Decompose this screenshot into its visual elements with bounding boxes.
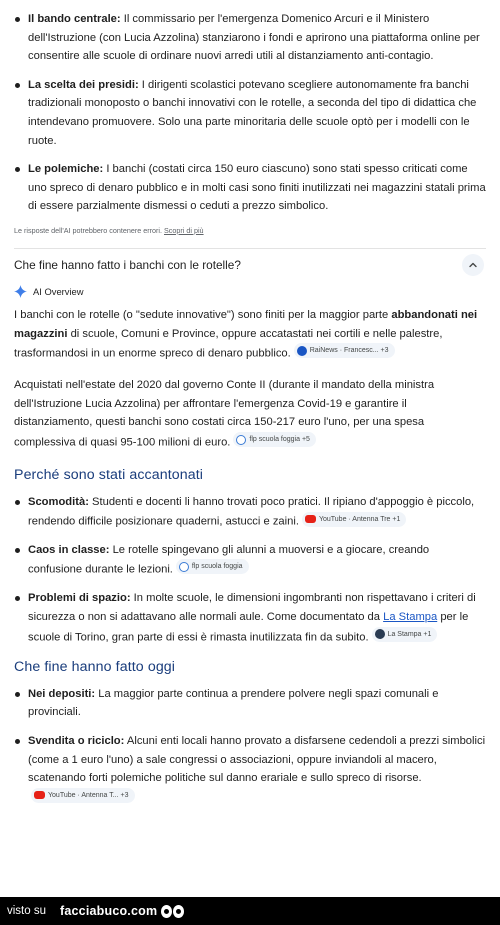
bullet-text: In molte scuole, le dimensioni ingombranti non rispettavano i criteri di sicurezza o non si adattavano alle normali aule. Come documentato da	[28, 592, 476, 624]
source-chip[interactable]	[302, 512, 406, 527]
bullet-text: La maggior parte continua a prendere polvere negli spazi comunali e provinciali.	[28, 687, 439, 719]
list-item	[14, 10, 486, 66]
disclaimer-text: Le risposte dell'AI potrebbero contenere errori.	[14, 225, 164, 235]
bullet-text: Il commissario per l'emergenza Domenico Arcuri e il Ministero dell'Istruzione (con Lucia Azzolina) stanziarono i fondi e aprirono una piattaforma online per consentire alle scuole di ordinare nuovi arredi utili al distanziamento anti-contagio.	[28, 13, 480, 63]
source-chip[interactable]	[233, 432, 316, 447]
para-text: Acquistati nell'estate del 2020 dal governo Conte II (durante il mandato della ministra dell'Istruzione Lucia Azzolina) per affrontare l'emergenza Covid-19 e garantire il distanziamento, questi banchi sono costati circa 150-217 euro l'uno, per una spesa complessiva di quasi 95-100 milioni di euro.	[14, 379, 435, 449]
list-item	[14, 589, 486, 646]
bullet-text: Le rotelle spingevano gli alunni a muoversi e a giocare, creando confusione durante le lezioni.	[28, 543, 430, 576]
bullet-title: Nei depositi:	[28, 687, 96, 700]
rainews-icon	[297, 346, 307, 356]
source-chip[interactable]	[176, 559, 249, 574]
bullet-text: Studenti e docenti li hanno trovati poco pratici. Il ripiano d'appoggio è piccolo, rendendo difficile posizionare quaderni, astucci e zaini.	[28, 496, 475, 528]
bullet-text: per le scuole di Torino, gran parte di essi è rimasta inutilizzata fin da subito.	[28, 611, 469, 644]
overview-paragraph	[14, 306, 486, 363]
source-chip[interactable]	[372, 627, 438, 642]
la-stampa-link[interactable]: La Stampa	[383, 611, 438, 624]
overview-paragraph	[14, 376, 486, 452]
bullet-title: Svendita o riciclo:	[28, 734, 125, 747]
youtube-icon	[305, 515, 316, 523]
section-heading: Che fine hanno fatto oggi	[14, 658, 176, 675]
list-item	[14, 732, 486, 807]
bullet-title: Problemi di spazio:	[28, 592, 131, 605]
bullet-title: Le polemiche:	[28, 163, 104, 176]
source-chip[interactable]	[31, 788, 135, 803]
list-item	[14, 160, 486, 216]
top-bullet-list	[14, 0, 486, 216]
list-item	[14, 541, 486, 580]
collapse-button[interactable]	[462, 254, 484, 276]
chevron-up-icon	[468, 260, 478, 270]
reasons-list	[14, 493, 486, 647]
bullet-title: Scomodità:	[28, 496, 89, 509]
chip-label: La Stampa +1	[387, 630, 432, 638]
para-bold: abbandonati nei magazzini	[14, 308, 478, 340]
eyes-logo-icon	[161, 905, 184, 918]
chip-label: flp scuola foggia	[191, 563, 243, 571]
chip-label: RaiNews · Francesc... +3	[309, 347, 389, 355]
la-stampa-icon	[375, 629, 385, 639]
footer-visto-text: visto su	[7, 905, 46, 917]
chip-label: YouTube · Antenna Tre +1	[318, 515, 401, 523]
bullet-title: Caos in classe:	[28, 543, 110, 556]
source-chip[interactable]	[294, 343, 395, 358]
watermark-footer	[0, 897, 500, 925]
ai-disclaimer	[14, 226, 486, 249]
bullet-text: I banchi (costati circa 150 euro ciascuno) sono stati spesso criticati come uno spreco di denaro pubblico e in molti casi sono finiti inutilizzati nei magazzini statali prima di essere parzialmente dismessi o ceduti a prezzo simbolico.	[28, 163, 486, 213]
list-item	[14, 685, 486, 722]
related-question-row[interactable]	[14, 255, 486, 275]
list-item	[14, 76, 486, 150]
bullet-text: Alcuni enti locali hanno provato a disfarsene cedendoli a prezzi simbolici (come a 1 euro l'uno) a sale congressi o associazioni, oppure inviandoli al macero, scatenando forti polemiche politiche sul danno erariale e sullo spreco di risorse.	[28, 734, 486, 785]
learn-more-link[interactable]: Scopri di più	[164, 225, 204, 235]
flp-icon	[179, 562, 189, 572]
para-text: I banchi con le rotelle (o "sedute innovative") sono finiti per la maggior parte	[14, 308, 392, 321]
related-question[interactable]: Che fine hanno fatto i banchi con le rotelle?	[14, 257, 241, 272]
list-item	[14, 493, 486, 531]
bullet-title: Il bando centrale:	[28, 13, 121, 25]
outcome-list	[14, 685, 486, 807]
ai-overview-label: AI Overview	[33, 286, 84, 298]
footer-brand: facciabuco.com	[60, 904, 158, 918]
youtube-icon	[34, 791, 45, 799]
ai-overview-header	[14, 285, 486, 299]
chip-label: YouTube · Antenna T... +3	[48, 791, 129, 799]
section-heading: Perché sono stati accantonati	[14, 467, 204, 484]
gemini-sparkle-icon	[14, 285, 27, 298]
flp-icon	[236, 435, 246, 445]
chip-label: flp scuola foggia +5	[249, 436, 310, 443]
bullet-title: La scelta dei presidi:	[28, 78, 139, 91]
bullet-text: I dirigenti scolastici potevano scegliere autonomamente fra banchi tradizionali monoposto o banchi innovativi con le rotelle, a seconda del tipo di didattica che intendevano promuovere. Solo una parte minoritaria delle scuole optò per i modelli con le ruote.	[28, 78, 477, 147]
para-text: di scuole, Comuni e Province, oppure accatastati nei cortili e nelle palestre, trasformandosi in un enorme spreco di denaro pubblico.	[14, 327, 443, 360]
